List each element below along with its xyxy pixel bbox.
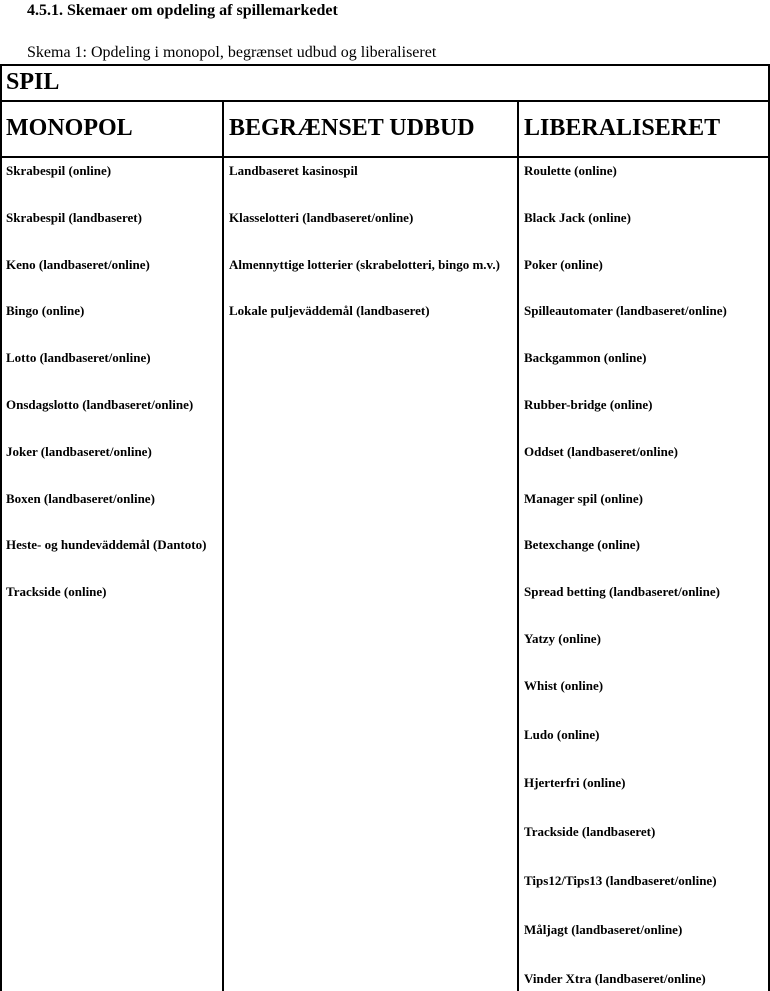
table-cell: Lotto (landbaseret/online): [6, 350, 151, 366]
table-cell: Klasselotteri (landbaseret/online): [229, 209, 414, 225]
table-cell: Manager spil (online): [524, 490, 643, 506]
table-cell: Poker (online): [524, 256, 603, 272]
table-cell: Hjerterfri (online): [524, 775, 626, 791]
table-cell: Rubber-bridge (online): [524, 397, 653, 412]
table-border-left: [0, 64, 2, 991]
column-header-monopol: MONOPOL: [6, 115, 133, 141]
table-frame: [0, 64, 770, 991]
table-cell: Heste- og hundeväddemål (Dantoto): [6, 537, 207, 553]
column-header-liberaliseret: LIBERALISERET: [524, 115, 721, 141]
header-row-divider: [0, 156, 770, 158]
table-cell: Lokale puljeväddemål (landbaseret): [229, 303, 430, 319]
table-cell: Skrabespil (online): [6, 163, 112, 178]
table-cell: Yatzy (online): [524, 631, 601, 646]
table-caption: Skema 1: Opdeling i monopol, begrænset udbud og liberaliseret: [27, 44, 437, 61]
table-title: SPIL: [6, 69, 60, 95]
table-cell: Trackside (landbaseret): [524, 824, 656, 840]
table-cell: Backgammon (online): [524, 350, 647, 366]
table-cell: Måljagt (landbaseret/online): [524, 921, 683, 937]
table-cell: Tips12/Tips13 (landbaseret/online): [524, 873, 717, 888]
table-cell: Spilleautomater (landbaseret/online): [524, 303, 727, 319]
table-cell: Onsdagslotto (landbaseret/online): [6, 397, 194, 412]
table-cell: Boxen (landbaseret/online): [6, 490, 155, 506]
table-cell: Landbaseret kasinospil: [229, 163, 358, 178]
column-divider-2: [517, 100, 519, 991]
table-cell: Almennyttige lotterier (skrabelotteri, bingo m.v.): [229, 256, 500, 272]
table-cell: Spread betting (landbaseret/online): [524, 584, 720, 600]
table-cell: Trackside (online): [6, 584, 107, 600]
table-cell: Roulette (online): [524, 163, 617, 178]
column-divider-1: [222, 100, 224, 991]
table-cell: Joker (landbaseret/online): [6, 443, 152, 459]
title-row-divider: [0, 100, 770, 102]
table-cell: Betexchange (online): [524, 537, 640, 553]
column-header-begraenset-udbud: BEGRÆNSET UDBUD: [229, 115, 475, 141]
table-cell: Black Jack (online): [524, 209, 631, 225]
table-cell: Vinder Xtra (landbaseret/online): [524, 970, 706, 986]
table-cell: Ludo (online): [524, 726, 600, 742]
table-cell: Whist (online): [524, 677, 604, 693]
table-cell: Keno (landbaseret/online): [6, 256, 150, 272]
table-cell: Bingo (online): [6, 303, 85, 319]
table-cell: Skrabespil (landbaseret): [6, 209, 142, 225]
table-cell: Oddset (landbaseret/online): [524, 443, 678, 459]
section-heading: 4.5.1. Skemaer om opdeling af spillemarkedet: [27, 2, 338, 19]
